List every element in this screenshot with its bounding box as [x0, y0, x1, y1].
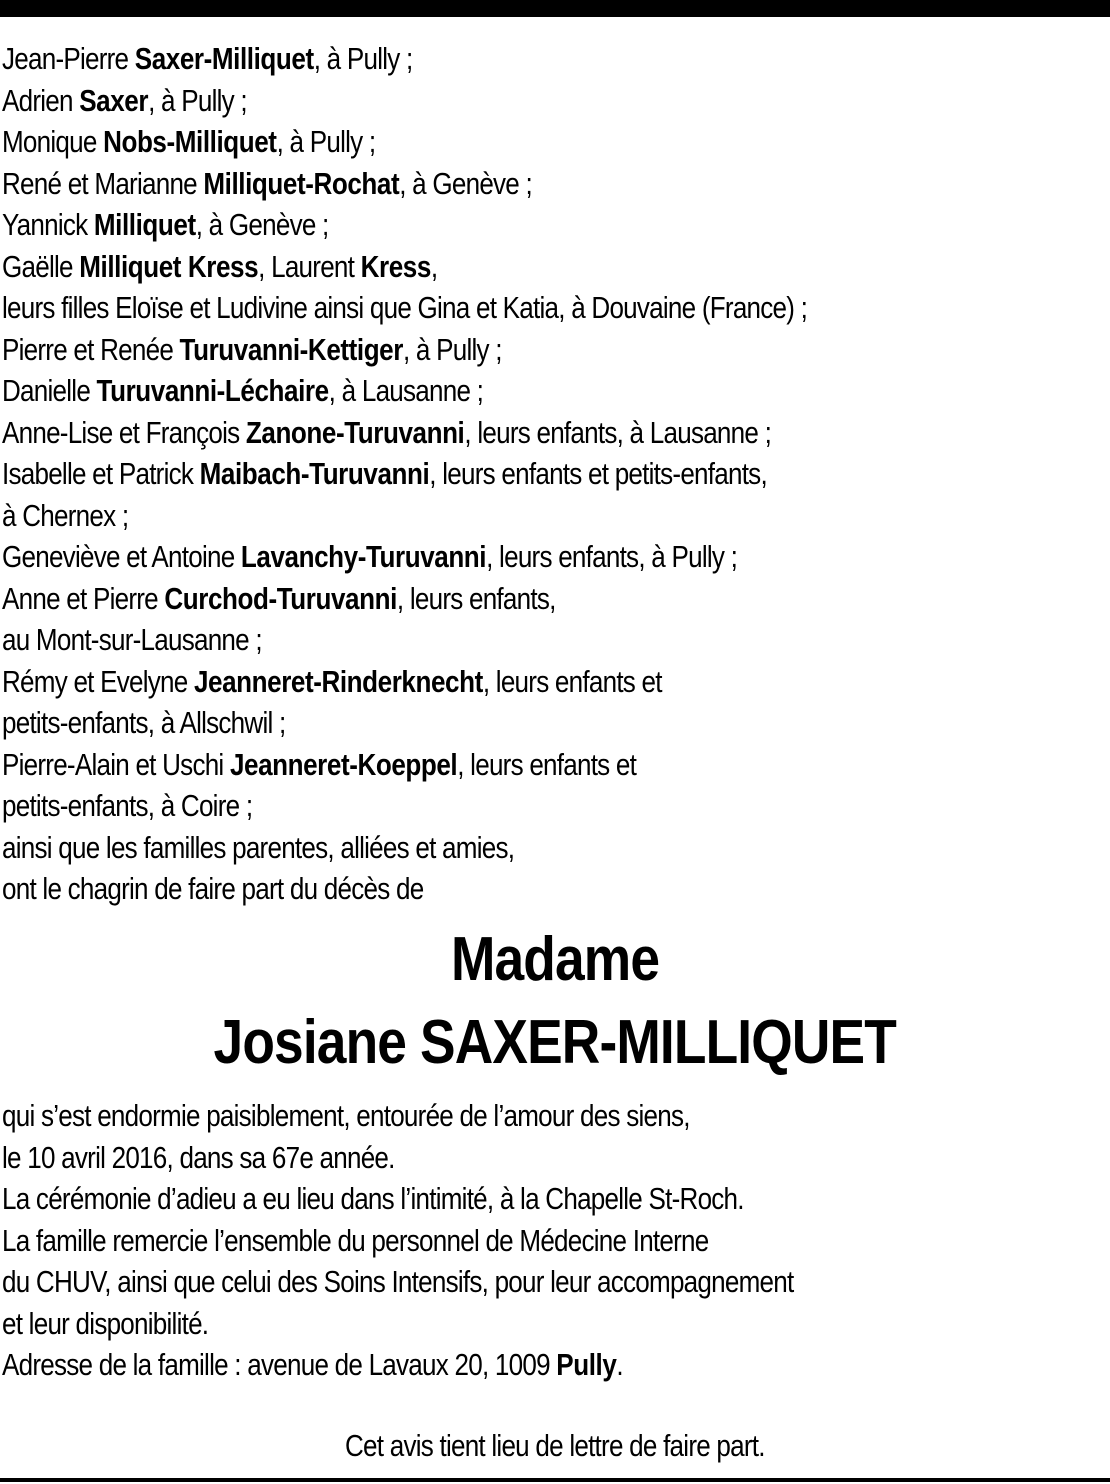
- mourners-line: [2, 370, 931, 412]
- text-run: , à Pully ;: [148, 82, 247, 118]
- body-line: [2, 1303, 931, 1345]
- mourners-line: [2, 329, 931, 371]
- text-run: La cérémonie d’adieu a eu lieu dans l’intimité, à la Chapelle St-Roch.: [2, 1181, 744, 1216]
- text-run: Gaëlle: [2, 248, 80, 284]
- text-run: , à Genève ;: [399, 165, 533, 201]
- body-line: [2, 1137, 931, 1179]
- surname: Zanone-Turuvanni: [245, 414, 465, 450]
- text-run: , leurs enfants, à Pully ;: [486, 539, 738, 574]
- surname: Turuvanni-Léchaire: [96, 373, 329, 408]
- surname: Pully: [556, 1347, 617, 1382]
- text-run: , à Lausanne ;: [328, 373, 484, 408]
- deceased-title: Madame: [450, 925, 660, 994]
- mourners-line: [2, 121, 931, 163]
- text-run: , à Pully ;: [276, 124, 376, 159]
- mourners-line: [2, 163, 931, 205]
- mourners-line: [2, 744, 931, 786]
- mourners-line: [2, 661, 931, 703]
- text-run: qui s’est endormie paisiblement, entourée de l’amour des siens,: [2, 1098, 690, 1133]
- surname: Jeanneret-Rinderknecht: [193, 663, 483, 699]
- mourners-line: [2, 38, 931, 80]
- mourners-line: [2, 619, 931, 661]
- mourners-line: [2, 785, 931, 827]
- surname: Maibach-Turuvanni: [199, 456, 430, 491]
- text-run: Monique: [2, 124, 104, 159]
- text-run: ainsi que les familles parentes, alliées et amies,: [2, 829, 515, 865]
- text-run: ,: [430, 248, 438, 284]
- text-run: Jean-Pierre: [2, 41, 135, 76]
- body-line: [2, 1220, 931, 1262]
- text-run: Geneviève et Antoine: [2, 539, 241, 574]
- text-run: , à Genève ;: [195, 207, 329, 242]
- text-run: , leurs enfants, à Lausanne ;: [464, 414, 772, 450]
- top-rule: [0, 0, 1110, 17]
- text-run: et leur disponibilité.: [2, 1305, 209, 1341]
- mourners-line: [2, 827, 931, 869]
- body-line: [2, 1178, 931, 1220]
- text-run: Anne et Pierre: [2, 580, 165, 616]
- text-run: .: [616, 1347, 623, 1382]
- text-run: Danielle: [2, 373, 97, 408]
- closing-note: Cet avis tient lieu de lettre de faire part.: [345, 1428, 765, 1463]
- text-run: Anne-Lise et François: [2, 414, 246, 450]
- surname: Turuvanni-Kettiger: [179, 331, 403, 367]
- text-run: Pierre-Alain et Uschi: [2, 746, 230, 782]
- text-run: du CHUV, ainsi que celui des Soins Intensifs, pour leur accompagnement: [2, 1264, 794, 1299]
- text-run: , leurs enfants et petits-enfants,: [429, 456, 767, 491]
- surname: Milliquet Kress: [79, 248, 259, 284]
- mourners-line: [2, 246, 931, 288]
- surname: Lavanchy-Turuvanni: [240, 539, 487, 574]
- text-run: au Mont-sur-Lausanne ;: [2, 622, 262, 657]
- text-run: petits-enfants, à Coire ;: [2, 788, 253, 823]
- text-run: Yannick: [2, 207, 94, 242]
- mourners-line: [2, 578, 931, 620]
- body-line: [2, 1344, 931, 1386]
- text-run: , leurs enfants et: [457, 746, 637, 782]
- surname: Curchod-Turuvanni: [164, 580, 397, 616]
- text-run: Rémy et Evelyne: [2, 663, 194, 699]
- text-run: René et Marianne: [2, 165, 204, 201]
- bottom-rule: [0, 1478, 1110, 1482]
- mourners-line: [2, 495, 931, 537]
- mourners-line: [2, 536, 931, 578]
- text-run: petits-enfants, à Allschwil ;: [2, 705, 286, 740]
- text-run: Adresse de la famille : avenue de Lavaux 20, 1009: [2, 1347, 557, 1382]
- text-run: , à Pully ;: [402, 331, 502, 367]
- mourners-line: [2, 868, 931, 910]
- text-run: , à Pully ;: [313, 41, 413, 76]
- mourners-list: [2, 38, 931, 910]
- mourners-line: [2, 702, 931, 744]
- text-run: , Laurent: [258, 248, 361, 284]
- deceased-name: Josiane SAXER-MILLIQUET: [213, 1008, 897, 1077]
- notice-body: [2, 1095, 931, 1386]
- text-run: Pierre et Renée: [2, 331, 180, 367]
- mourners-line: [2, 453, 931, 495]
- text-run: à Chernex ;: [2, 497, 129, 533]
- surname: Nobs-Milliquet: [103, 124, 277, 159]
- surname: Milliquet-Rochat: [203, 165, 400, 201]
- mourners-line: [2, 204, 931, 246]
- body-line: [2, 1095, 931, 1137]
- body-line: [2, 1261, 931, 1303]
- text-run: , leurs enfants,: [396, 580, 556, 616]
- mourners-line: [2, 412, 931, 454]
- surname: Milliquet: [93, 207, 196, 242]
- text-run: La famille remercie l’ensemble du personnel de Médecine Interne: [2, 1222, 709, 1258]
- surname: Kress: [360, 248, 431, 284]
- text-run: leurs filles Eloïse et Ludivine ainsi que Gina et Katia, à Douvaine (France) ;: [2, 290, 808, 325]
- surname: Saxer: [79, 82, 149, 118]
- text-run: ont le chagrin de faire part du décès de: [2, 871, 424, 906]
- text-run: le 10 avril 2016, dans sa 67e année.: [2, 1139, 395, 1175]
- mourners-line: [2, 80, 931, 122]
- text-run: Isabelle et Patrick: [2, 456, 200, 491]
- surname: Saxer-Milliquet: [134, 41, 314, 76]
- text-run: Adrien: [2, 82, 80, 118]
- surname: Jeanneret-Koeppel: [229, 746, 458, 782]
- mourners-line: [2, 287, 931, 329]
- text-run: , leurs enfants et: [482, 663, 662, 699]
